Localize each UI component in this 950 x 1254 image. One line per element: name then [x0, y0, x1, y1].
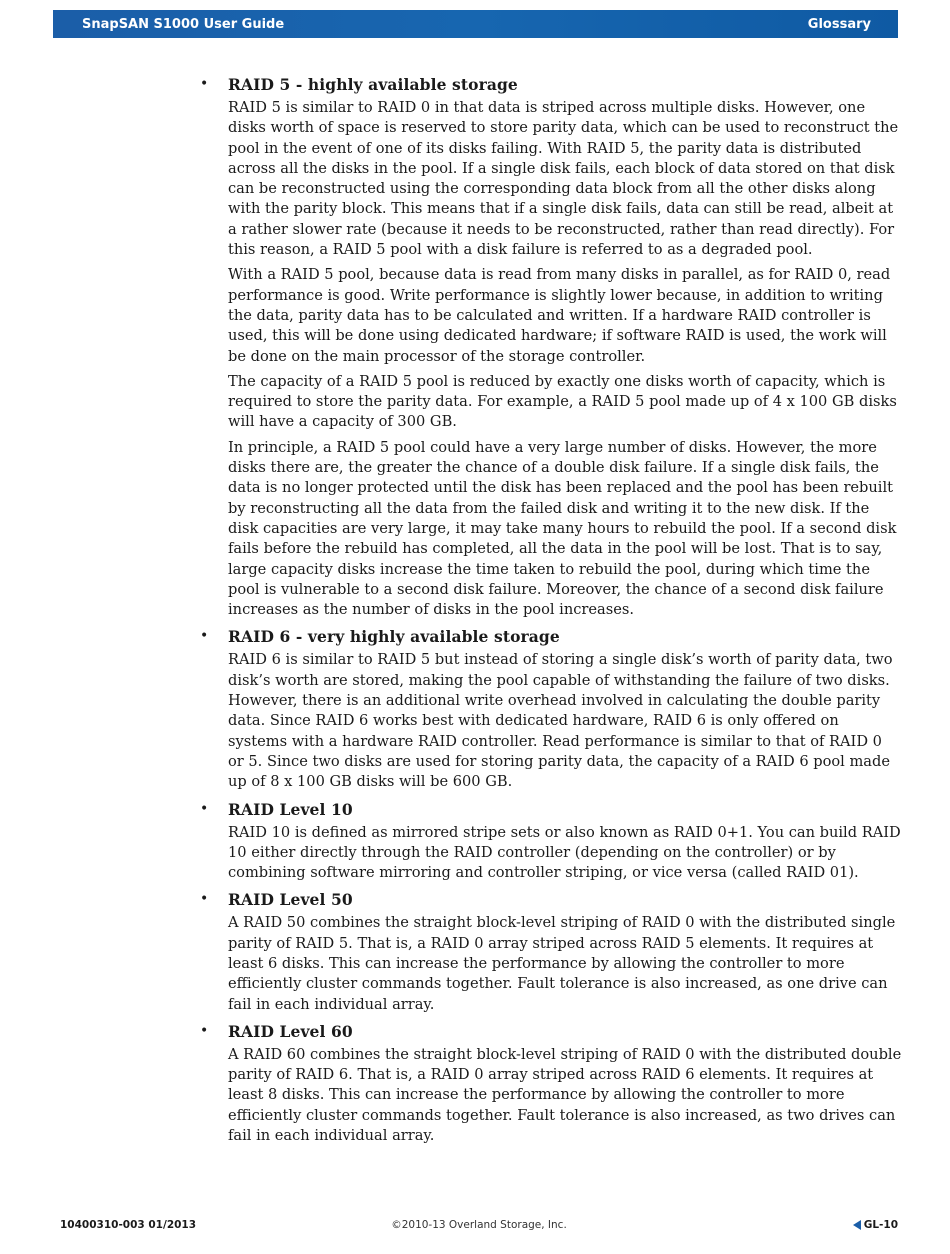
bullet-icon: •	[200, 628, 209, 645]
glossary-paragraph: RAID 6 is similar to RAID 5 but instead of storing a single disk’s worth of parity data, two disk’s worth are stored, making the pool capable of withstanding the failure of two disks. However, there is an additional write overhead involved in calculating the double parity data. Since RAID 6 works best with dedicated hardware, RAID 6 is only offered on systems with a hardware RAID controller. Read performance is similar to that of RAID 0 or 5. Since two disks are used for storing parity data, the capacity of a RAID 6 pool made up of 8 x 100 GB disks will be 600 GB.	[228, 651, 893, 791]
glossary-content	[200, 74, 902, 1151]
bullet-icon: •	[200, 891, 209, 908]
glossary-term: RAID 5 - highly available storage	[228, 75, 518, 94]
triangle-left-icon[interactable]	[853, 1220, 861, 1230]
glossary-paragraph: A RAID 50 combines the straight block-level striping of RAID 0 with the distributed single parity of RAID 5. That is, a RAID 0 array striped across RAID 5 elements. It requires at least 6 disks. This can increase the performance by allowing the controller to more efficiently cluster commands together. Fault tolerance is also increased, as one drive can fail in each individual array.	[228, 914, 896, 1013]
guide-title: SnapSAN S1000 User Guide	[82, 16, 285, 32]
glossary-paragraph: A RAID 60 combines the straight block-level striping of RAID 0 with the distributed double parity of RAID 6. That is, a RAID 0 array striped across RAID 6 elements. It requires at least 8 disks. This can increase the performance by allowing the controller to more efficiently cluster commands together. Fault tolerance is also increased, as two drives can fail in each individual array.	[228, 1045, 902, 1145]
glossary-entry-raid60	[200, 1021, 902, 1146]
glossary-term: RAID Level 50	[228, 890, 353, 910]
page-footer	[60, 1219, 898, 1235]
bullet-icon: •	[200, 76, 209, 92]
bullet-icon: •	[200, 1022, 209, 1039]
glossary-entry-raid5	[200, 74, 902, 620]
page-header	[53, 10, 898, 38]
glossary-paragraph: In principle, a RAID 5 pool could have a very large number of disks. However, the more disks there are, the greater the chance of a double disk failure. If a single disk fails, the data is no longer protected until the disk has been replaced and the pool has been rebuilt by reconstructing all the data from the failed disk and writing it to the new disk. If the disk capacities are very large, it may take many hours to rebuild the pool. If a second disk fails before the rebuild has completed, all the data in the pool will be lost. That is to say, large capacity disks increase the time taken to rebuild the pool, during which time the pool is vulnerable to a second disk failure. Moreover, the chance of a second disk failure increases as the number of disks in the pool increases.	[228, 438, 897, 619]
page-number-nav[interactable]	[853, 1219, 898, 1231]
page-number: GL-10	[863, 1219, 898, 1231]
glossary-term: RAID 6 - very highly available storage	[228, 627, 560, 647]
glossary-entry-raid6	[200, 626, 902, 792]
glossary-paragraph: RAID 10 is defined as mirrored stripe sets or also known as RAID 0+1. You can build RAID 10 either directly through the RAID controller (depending on the controller) or by combining software mirroring and controller striping, or vice versa (called RAID 01).	[228, 823, 901, 882]
bullet-icon: •	[200, 800, 209, 817]
copyright-notice: ©2010-13 Overland Storage, Inc.	[391, 1219, 567, 1231]
section-title: Glossary	[807, 16, 871, 32]
glossary-term: RAID Level 10	[228, 799, 353, 819]
glossary-paragraph: RAID 5 is similar to RAID 0 in that data is striped across multiple disks. However, one disks worth of space is reserved to store parity data, which can be used to reconstruct the pool in the event of one of its disks failing. With RAID 5, the parity data is distributed across all the disks in the pool. If a single disk fails, each block of data stored on that disk can be reconstructed using the corresponding data block from all the other disks along with the parity block. This means that if a single disk fails, data can still be read, albeit at a rather slower rate (because it needs to be reconstructed, rather than read directly). For this reason, a RAID 5 pool with a disk failure is referred to as a degraded pool.	[228, 99, 899, 259]
glossary-term: RAID Level 60	[228, 1021, 353, 1041]
document-id: 10400310-003 01/2013	[60, 1219, 197, 1231]
glossary-entry-raid10	[200, 799, 902, 884]
glossary-entry-raid50	[200, 889, 902, 1014]
glossary-paragraph: The capacity of a RAID 5 pool is reduced by exactly one disks worth of capacity, which is required to store the parity data. For example, a RAID 5 pool made up of 4 x 100 GB disks will have a capacity of 300 GB.	[228, 372, 897, 431]
glossary-paragraph: With a RAID 5 pool, because data is read from many disks in parallel, as for RAID 0, read performance is good. Write performance is slightly lower because, in addition to writing the data, parity data has to be calculated and written. If a hardware RAID controller is used, this will be done using dedicated hardware; if software RAID is used, the work will be done on the main processor of the storage controller.	[228, 266, 891, 365]
